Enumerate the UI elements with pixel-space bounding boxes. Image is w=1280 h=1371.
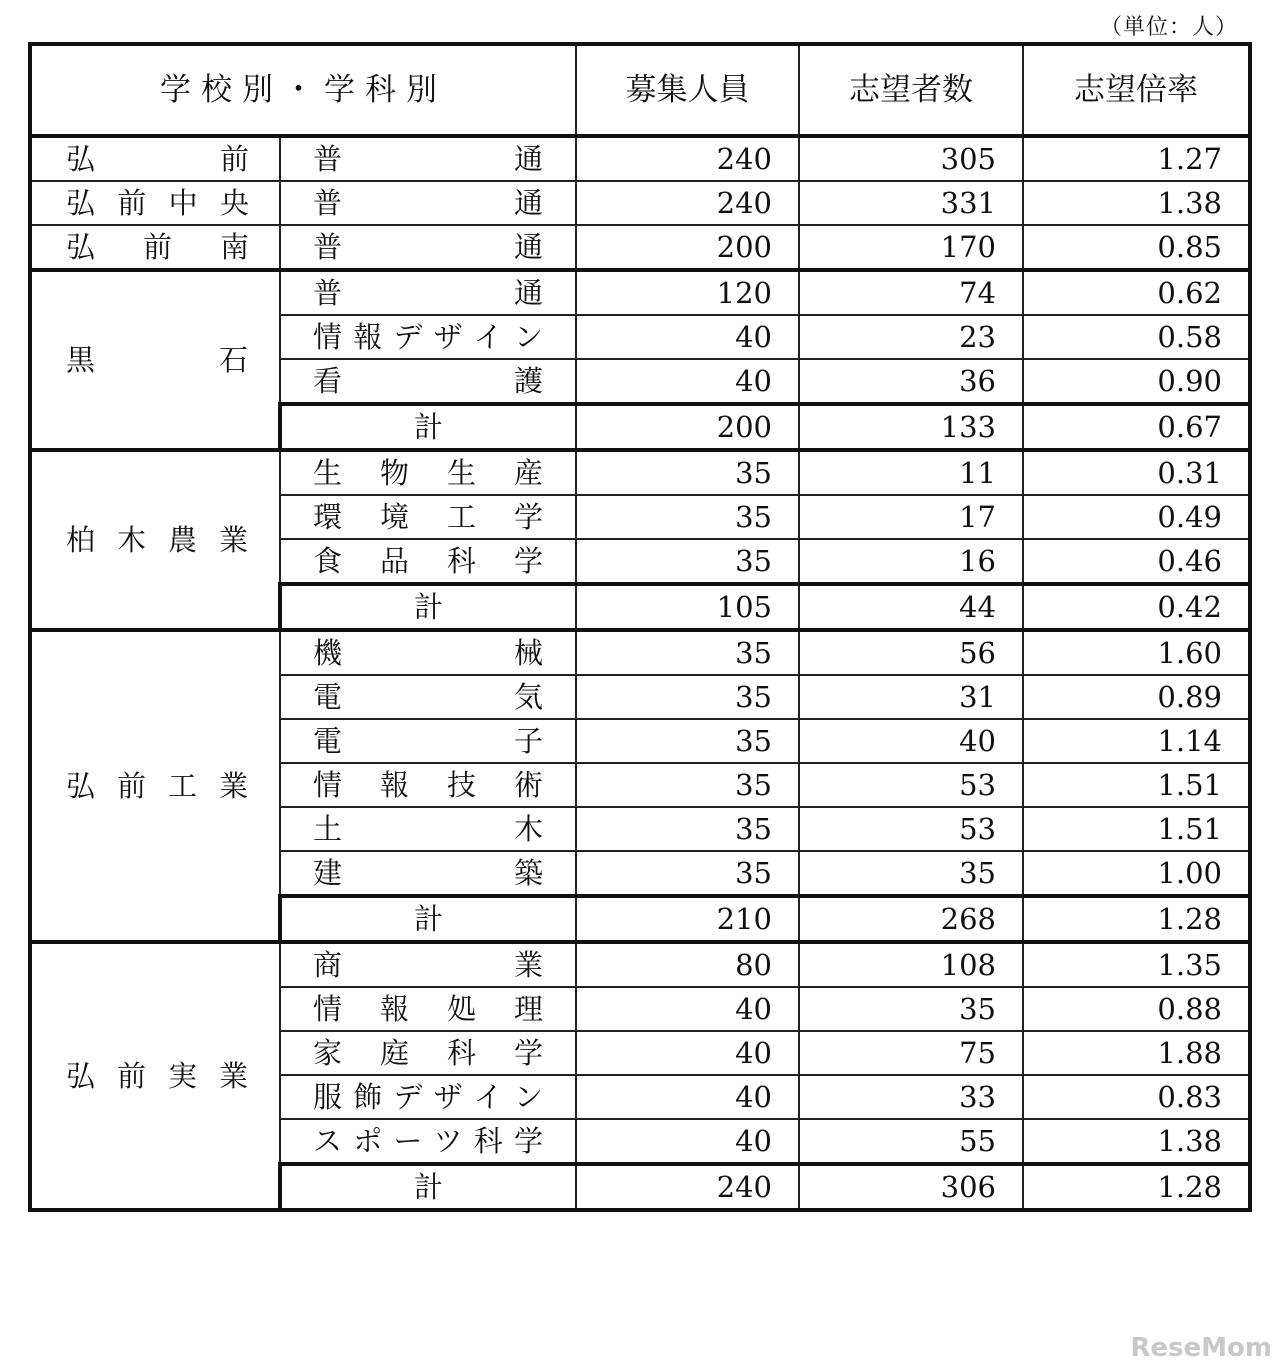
applicants-value: 11 <box>799 450 1023 495</box>
applicants-value: 74 <box>799 270 1023 315</box>
text-char: ザ <box>433 319 463 354</box>
text-char: 普 <box>313 229 343 264</box>
applicants-value: 35 <box>799 987 1023 1031</box>
distributed-text <box>313 229 543 264</box>
applicants-value: 331 <box>799 181 1023 225</box>
text-char: 報 <box>379 767 409 802</box>
text-char: 学 <box>513 1035 543 1070</box>
text-char: ザ <box>433 1079 463 1114</box>
ratio-value: 0.88 <box>1023 987 1250 1031</box>
capacity-value: 240 <box>576 136 799 181</box>
distributed-text <box>313 455 543 490</box>
text-char: 柏 <box>66 522 96 557</box>
applicants-value: 108 <box>799 942 1023 987</box>
distributed-text <box>313 679 543 714</box>
course-name <box>280 942 576 987</box>
text-char: 情 <box>313 767 343 802</box>
text-char: 飾 <box>353 1079 383 1114</box>
ratio-value: 0.49 <box>1023 495 1250 539</box>
course-name <box>280 630 576 675</box>
applicants-value: 170 <box>799 225 1023 270</box>
subtotal-label: 計 <box>280 404 576 450</box>
school-name <box>30 630 280 942</box>
text-char: 前 <box>219 141 249 176</box>
applicants-value: 31 <box>799 675 1023 719</box>
text-char: ン <box>513 319 543 354</box>
course-name <box>280 315 576 359</box>
text-char: ポ <box>353 1123 383 1158</box>
capacity-value: 35 <box>576 450 799 495</box>
ratio-value: 0.83 <box>1023 1075 1250 1119</box>
distributed-text <box>313 185 543 220</box>
course-name <box>280 270 576 315</box>
text-char: 実 <box>167 1058 197 1093</box>
distributed-text <box>66 185 249 220</box>
ratio-value: 0.85 <box>1023 225 1250 270</box>
text-char: 央 <box>219 185 249 220</box>
capacity-value: 40 <box>576 359 799 404</box>
text-char: 生 <box>446 455 476 490</box>
applicants-value: 33 <box>799 1075 1023 1119</box>
distributed-text <box>66 768 248 803</box>
text-char: 電 <box>313 679 343 714</box>
distributed-text <box>313 1123 543 1158</box>
distributed-text <box>313 635 543 670</box>
text-char: デ <box>393 1079 423 1114</box>
text-char: 通 <box>513 229 543 264</box>
text-char: ン <box>513 1079 543 1114</box>
applicants-value: 268 <box>799 896 1023 942</box>
capacity-value: 35 <box>576 630 799 675</box>
ratio-value: 0.31 <box>1023 450 1250 495</box>
text-char: 通 <box>513 275 543 310</box>
text-char: 工 <box>446 499 476 534</box>
text-char: 業 <box>218 768 248 803</box>
course-name <box>280 1075 576 1119</box>
school-name <box>30 270 280 450</box>
text-char: 建 <box>313 855 343 890</box>
capacity-value: 200 <box>576 404 799 450</box>
ratio-value: 1.88 <box>1023 1031 1250 1075</box>
capacity-value: 240 <box>576 181 799 225</box>
text-char: デ <box>393 319 423 354</box>
text-char: 服 <box>313 1079 343 1114</box>
text-char: 気 <box>513 679 543 714</box>
text-char: 前 <box>116 768 146 803</box>
applicants-value: 56 <box>799 630 1023 675</box>
ratio-value: 1.28 <box>1023 1164 1250 1210</box>
course-name <box>280 987 576 1031</box>
school-name <box>30 181 280 225</box>
text-char: 報 <box>353 319 383 354</box>
text-char: 護 <box>513 363 543 398</box>
table-row <box>30 942 1250 987</box>
applicants-value: 75 <box>799 1031 1023 1075</box>
course-name <box>280 851 576 896</box>
text-char: 学 <box>513 543 543 578</box>
text-char: 看 <box>313 363 343 398</box>
capacity-value: 40 <box>576 1075 799 1119</box>
applicants-value: 55 <box>799 1119 1023 1164</box>
ratio-value: 0.90 <box>1023 359 1250 404</box>
text-char: 弘 <box>66 185 96 220</box>
text-char: イ <box>473 1079 503 1114</box>
school-name <box>30 225 280 270</box>
text-char: 普 <box>313 275 343 310</box>
course-name <box>280 719 576 763</box>
ratio-value: 1.14 <box>1023 719 1250 763</box>
header-school-course: 学校別・学科別 <box>30 44 576 136</box>
text-char: 学 <box>513 499 543 534</box>
distributed-text <box>313 499 543 534</box>
text-char: 環 <box>313 499 343 534</box>
capacity-value: 40 <box>576 1119 799 1164</box>
distributed-text <box>313 275 543 310</box>
text-char: 業 <box>513 947 543 982</box>
ratio-value: 0.42 <box>1023 584 1250 630</box>
distributed-text <box>313 543 543 578</box>
text-char: 産 <box>513 455 543 490</box>
capacity-value: 35 <box>576 495 799 539</box>
text-char: 前 <box>116 1058 146 1093</box>
table-row <box>30 181 1250 225</box>
ratio-value: 1.00 <box>1023 851 1250 896</box>
text-char: 電 <box>313 723 343 758</box>
text-char: 弘 <box>66 1058 96 1093</box>
table-row <box>30 136 1250 181</box>
applicants-value: 17 <box>799 495 1023 539</box>
distributed-text <box>66 141 249 176</box>
course-name <box>280 136 576 181</box>
distributed-text <box>313 723 543 758</box>
ratio-value: 1.60 <box>1023 630 1250 675</box>
applicants-value: 36 <box>799 359 1023 404</box>
text-char: 通 <box>513 141 543 176</box>
text-char: 中 <box>168 185 198 220</box>
text-char: 業 <box>218 522 248 557</box>
distributed-text <box>313 991 543 1026</box>
unit-note: （単位：人） <box>1100 15 1239 40</box>
capacity-value: 80 <box>576 942 799 987</box>
applicants-value: 53 <box>799 807 1023 851</box>
capacity-value: 35 <box>576 675 799 719</box>
text-char: 科 <box>446 1035 476 1070</box>
school-name <box>30 136 280 181</box>
text-char: 科 <box>473 1123 503 1158</box>
ratio-value: 1.51 <box>1023 763 1250 807</box>
subtotal-label: 計 <box>280 896 576 942</box>
distributed-text <box>313 1079 543 1114</box>
distributed-text <box>313 811 543 846</box>
text-char: 械 <box>513 635 543 670</box>
text-char: 生 <box>313 455 343 490</box>
text-char: 前 <box>117 185 147 220</box>
text-char: 弘 <box>66 229 96 264</box>
text-char: 普 <box>313 185 343 220</box>
text-char: 情 <box>313 991 343 1026</box>
distributed-text <box>66 522 248 557</box>
text-char: 前 <box>142 229 172 264</box>
applicants-value: 35 <box>799 851 1023 896</box>
distributed-text <box>313 855 543 890</box>
distributed-text <box>313 141 543 176</box>
watermark-logo: ReseMom <box>1130 1333 1272 1363</box>
ratio-value: 1.27 <box>1023 136 1250 181</box>
subtotal-label: 計 <box>280 1164 576 1210</box>
distributed-text <box>313 319 543 354</box>
text-char: 通 <box>513 185 543 220</box>
text-char: 農 <box>167 522 197 557</box>
text-char: 科 <box>446 543 476 578</box>
ratio-value: 1.38 <box>1023 181 1250 225</box>
text-char: 弘 <box>66 768 96 803</box>
applicants-value: 306 <box>799 1164 1023 1210</box>
capacity-value: 210 <box>576 896 799 942</box>
ratio-value: 0.58 <box>1023 315 1250 359</box>
text-char: 業 <box>218 1058 248 1093</box>
applicants-value: 305 <box>799 136 1023 181</box>
applicants-value: 40 <box>799 719 1023 763</box>
text-char: 報 <box>379 991 409 1026</box>
text-char: 品 <box>379 543 409 578</box>
text-char: ツ <box>433 1123 463 1158</box>
text-char: 技 <box>446 767 476 802</box>
distributed-text <box>313 1035 543 1070</box>
course-name <box>280 539 576 584</box>
text-char: ス <box>313 1123 343 1158</box>
text-char: 機 <box>313 635 343 670</box>
course-name <box>280 225 576 270</box>
capacity-value: 200 <box>576 225 799 270</box>
subtotal-label: 計 <box>280 584 576 630</box>
text-char: 庭 <box>379 1035 409 1070</box>
text-char: イ <box>473 319 503 354</box>
capacity-value: 35 <box>576 763 799 807</box>
distributed-text <box>66 342 248 377</box>
applicants-value: 133 <box>799 404 1023 450</box>
table-header-row <box>30 44 1250 136</box>
course-name <box>280 675 576 719</box>
applicants-value: 16 <box>799 539 1023 584</box>
distributed-text <box>313 947 543 982</box>
course-name <box>280 1119 576 1164</box>
table-row <box>30 630 1250 675</box>
school-name <box>30 450 280 630</box>
capacity-value: 35 <box>576 807 799 851</box>
distributed-text <box>66 229 249 264</box>
header-ratio: 志望倍率 <box>1023 44 1250 136</box>
course-name <box>280 763 576 807</box>
text-char: 商 <box>313 947 343 982</box>
capacity-value: 40 <box>576 987 799 1031</box>
ratio-value: 0.62 <box>1023 270 1250 315</box>
ratio-value: 0.46 <box>1023 539 1250 584</box>
distributed-text <box>313 767 543 802</box>
text-char: 食 <box>313 543 343 578</box>
capacity-value: 40 <box>576 315 799 359</box>
ratio-value: 1.35 <box>1023 942 1250 987</box>
text-char: 石 <box>218 342 248 377</box>
applicants-value: 53 <box>799 763 1023 807</box>
capacity-value: 40 <box>576 1031 799 1075</box>
text-char: 情 <box>313 319 343 354</box>
distributed-text <box>66 1058 248 1093</box>
text-char: 弘 <box>66 141 96 176</box>
ratio-value: 1.51 <box>1023 807 1250 851</box>
header-applicants: 志望者数 <box>799 44 1023 136</box>
text-char: 木 <box>513 811 543 846</box>
capacity-value: 105 <box>576 584 799 630</box>
header-capacity: 募集人員 <box>576 44 799 136</box>
applicants-value: 23 <box>799 315 1023 359</box>
course-name <box>280 359 576 404</box>
applicants-value: 44 <box>799 584 1023 630</box>
text-char: 子 <box>513 723 543 758</box>
ratio-value: 0.89 <box>1023 675 1250 719</box>
table-row <box>30 450 1250 495</box>
text-char: 築 <box>513 855 543 890</box>
text-char: 工 <box>167 768 197 803</box>
course-name <box>280 450 576 495</box>
text-char: 南 <box>219 229 249 264</box>
table-row <box>30 270 1250 315</box>
text-char: ー <box>393 1123 423 1158</box>
ratio-value: 1.28 <box>1023 896 1250 942</box>
ratio-value: 0.67 <box>1023 404 1250 450</box>
capacity-value: 35 <box>576 851 799 896</box>
text-char: 学 <box>513 1123 543 1158</box>
text-char: 家 <box>313 1035 343 1070</box>
text-char: 境 <box>379 499 409 534</box>
course-name <box>280 495 576 539</box>
school-name <box>30 942 280 1210</box>
text-char: 処 <box>446 991 476 1026</box>
table-row <box>30 225 1250 270</box>
capacity-value: 120 <box>576 270 799 315</box>
text-char: 土 <box>313 811 343 846</box>
capacity-value: 240 <box>576 1164 799 1210</box>
course-name <box>280 807 576 851</box>
text-char: 物 <box>379 455 409 490</box>
text-char: 木 <box>116 522 146 557</box>
text-char: 術 <box>513 767 543 802</box>
text-char: 普 <box>313 141 343 176</box>
course-name <box>280 181 576 225</box>
applicant-table <box>28 42 1252 1212</box>
capacity-value: 35 <box>576 719 799 763</box>
text-char: 理 <box>513 991 543 1026</box>
text-char: 黒 <box>66 342 96 377</box>
ratio-value: 1.38 <box>1023 1119 1250 1164</box>
distributed-text <box>313 363 543 398</box>
course-name <box>280 1031 576 1075</box>
capacity-value: 35 <box>576 539 799 584</box>
